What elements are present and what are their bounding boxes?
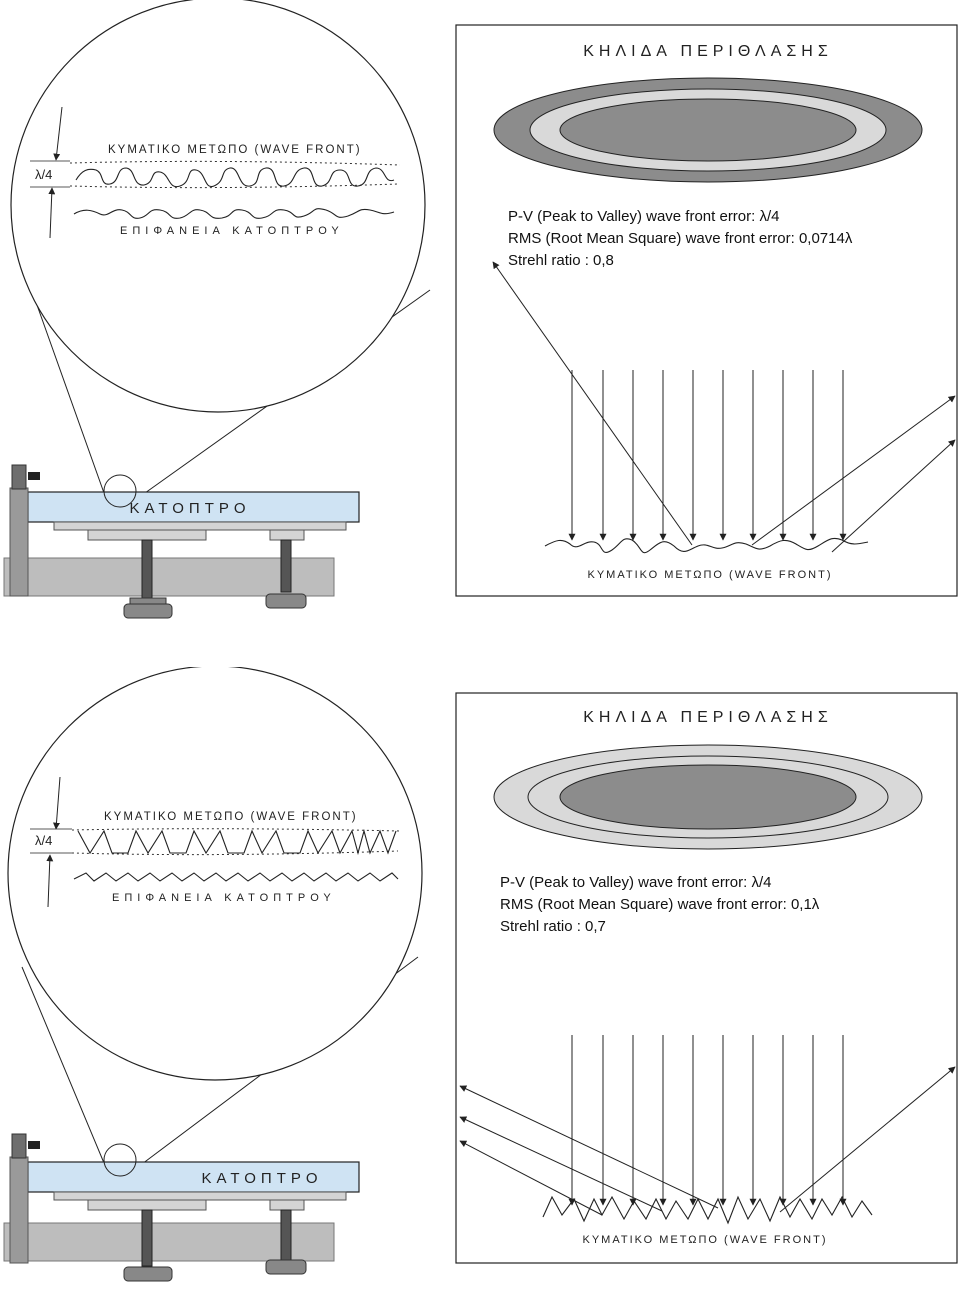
collimation-bolt-center — [142, 1210, 152, 1266]
mirror-assembly — [4, 465, 359, 618]
diffraction-title: ΚΗΛΙΔΑ ΠΕΡΙΘΛΑΣΗΣ — [583, 709, 833, 726]
collimation-bolt-center — [142, 540, 152, 598]
mirror-assembly — [4, 1134, 359, 1281]
panel-svg — [0, 0, 960, 646]
airy-core — [560, 765, 856, 829]
mirror-cell-plate — [54, 522, 346, 530]
mirror-label: ΚΑΤΟΠΤΡΟ — [129, 500, 251, 517]
mirror-cell-plate — [54, 1192, 346, 1200]
box-wavefront-label: ΚΥΜΑΤΙΚΟ ΜΕΤΩΠΟ (WAVE FRONT) — [582, 1234, 828, 1246]
side-clamp-screw — [12, 465, 26, 489]
collimation-bolt-right — [281, 1210, 291, 1260]
pv-error-text: P-V (Peak to Valley) wave front error: λ/4 — [508, 208, 780, 225]
zoom-wavefront-label: ΚΥΜΑΤΙΚΟ ΜΕΤΩΠΟ (WAVE FRONT) — [108, 144, 362, 156]
diagram-panel-bottom — [0, 667, 960, 1313]
mount-post — [10, 1157, 28, 1263]
support-pad-right — [270, 530, 304, 540]
mirror-label: ΚΑΤΟΠΤΡΟ — [201, 1170, 323, 1187]
support-bar — [88, 1200, 206, 1210]
zoom-circle — [11, 0, 425, 412]
side-clamp-knob — [28, 472, 40, 480]
rms-error-text: RMS (Root Mean Square) wave front error: 0,0714λ — [508, 230, 853, 247]
collimation-knob-center — [124, 1267, 172, 1281]
mount-post — [10, 488, 28, 596]
tolerance-label: λ/4 — [35, 833, 53, 848]
zoom-surface-label: ΕΠΙΦΑΝΕΙΑ ΚΑΤΟΠΤΡΟΥ — [120, 225, 344, 237]
support-pad-right — [270, 1200, 304, 1210]
collimation-knob-right — [266, 1260, 306, 1274]
collimation-bolt-right — [281, 540, 291, 592]
side-clamp-knob — [28, 1141, 40, 1149]
zoom-wavefront-label: ΚΥΜΑΤΙΚΟ ΜΕΤΩΠΟ (WAVE FRONT) — [104, 811, 358, 823]
side-clamp-screw — [12, 1134, 26, 1158]
diagram-panel-top — [0, 0, 960, 646]
diffraction-title: ΚΗΛΙΔΑ ΠΕΡΙΘΛΑΣΗΣ — [583, 43, 833, 60]
panel-svg — [0, 667, 960, 1293]
strehl-ratio-text: Strehl ratio : 0,7 — [500, 918, 606, 935]
collimation-knob-right — [266, 594, 306, 608]
box-wavefront-label: ΚΥΜΑΤΙΚΟ ΜΕΤΩΠΟ (WAVE FRONT) — [587, 569, 833, 581]
strehl-ratio-text: Strehl ratio : 0,8 — [508, 252, 614, 269]
tolerance-label: λ/4 — [35, 167, 53, 182]
zoom-surface-label: ΕΠΙΦΑΝΕΙΑ ΚΑΤΟΠΤΡΟΥ — [112, 892, 336, 904]
rms-error-text: RMS (Root Mean Square) wave front error: 0,1λ — [500, 896, 820, 913]
pv-error-text: P-V (Peak to Valley) wave front error: λ/4 — [500, 874, 772, 891]
airy-core — [560, 99, 856, 161]
support-bar — [88, 530, 206, 540]
collimation-knob-center — [124, 604, 172, 618]
